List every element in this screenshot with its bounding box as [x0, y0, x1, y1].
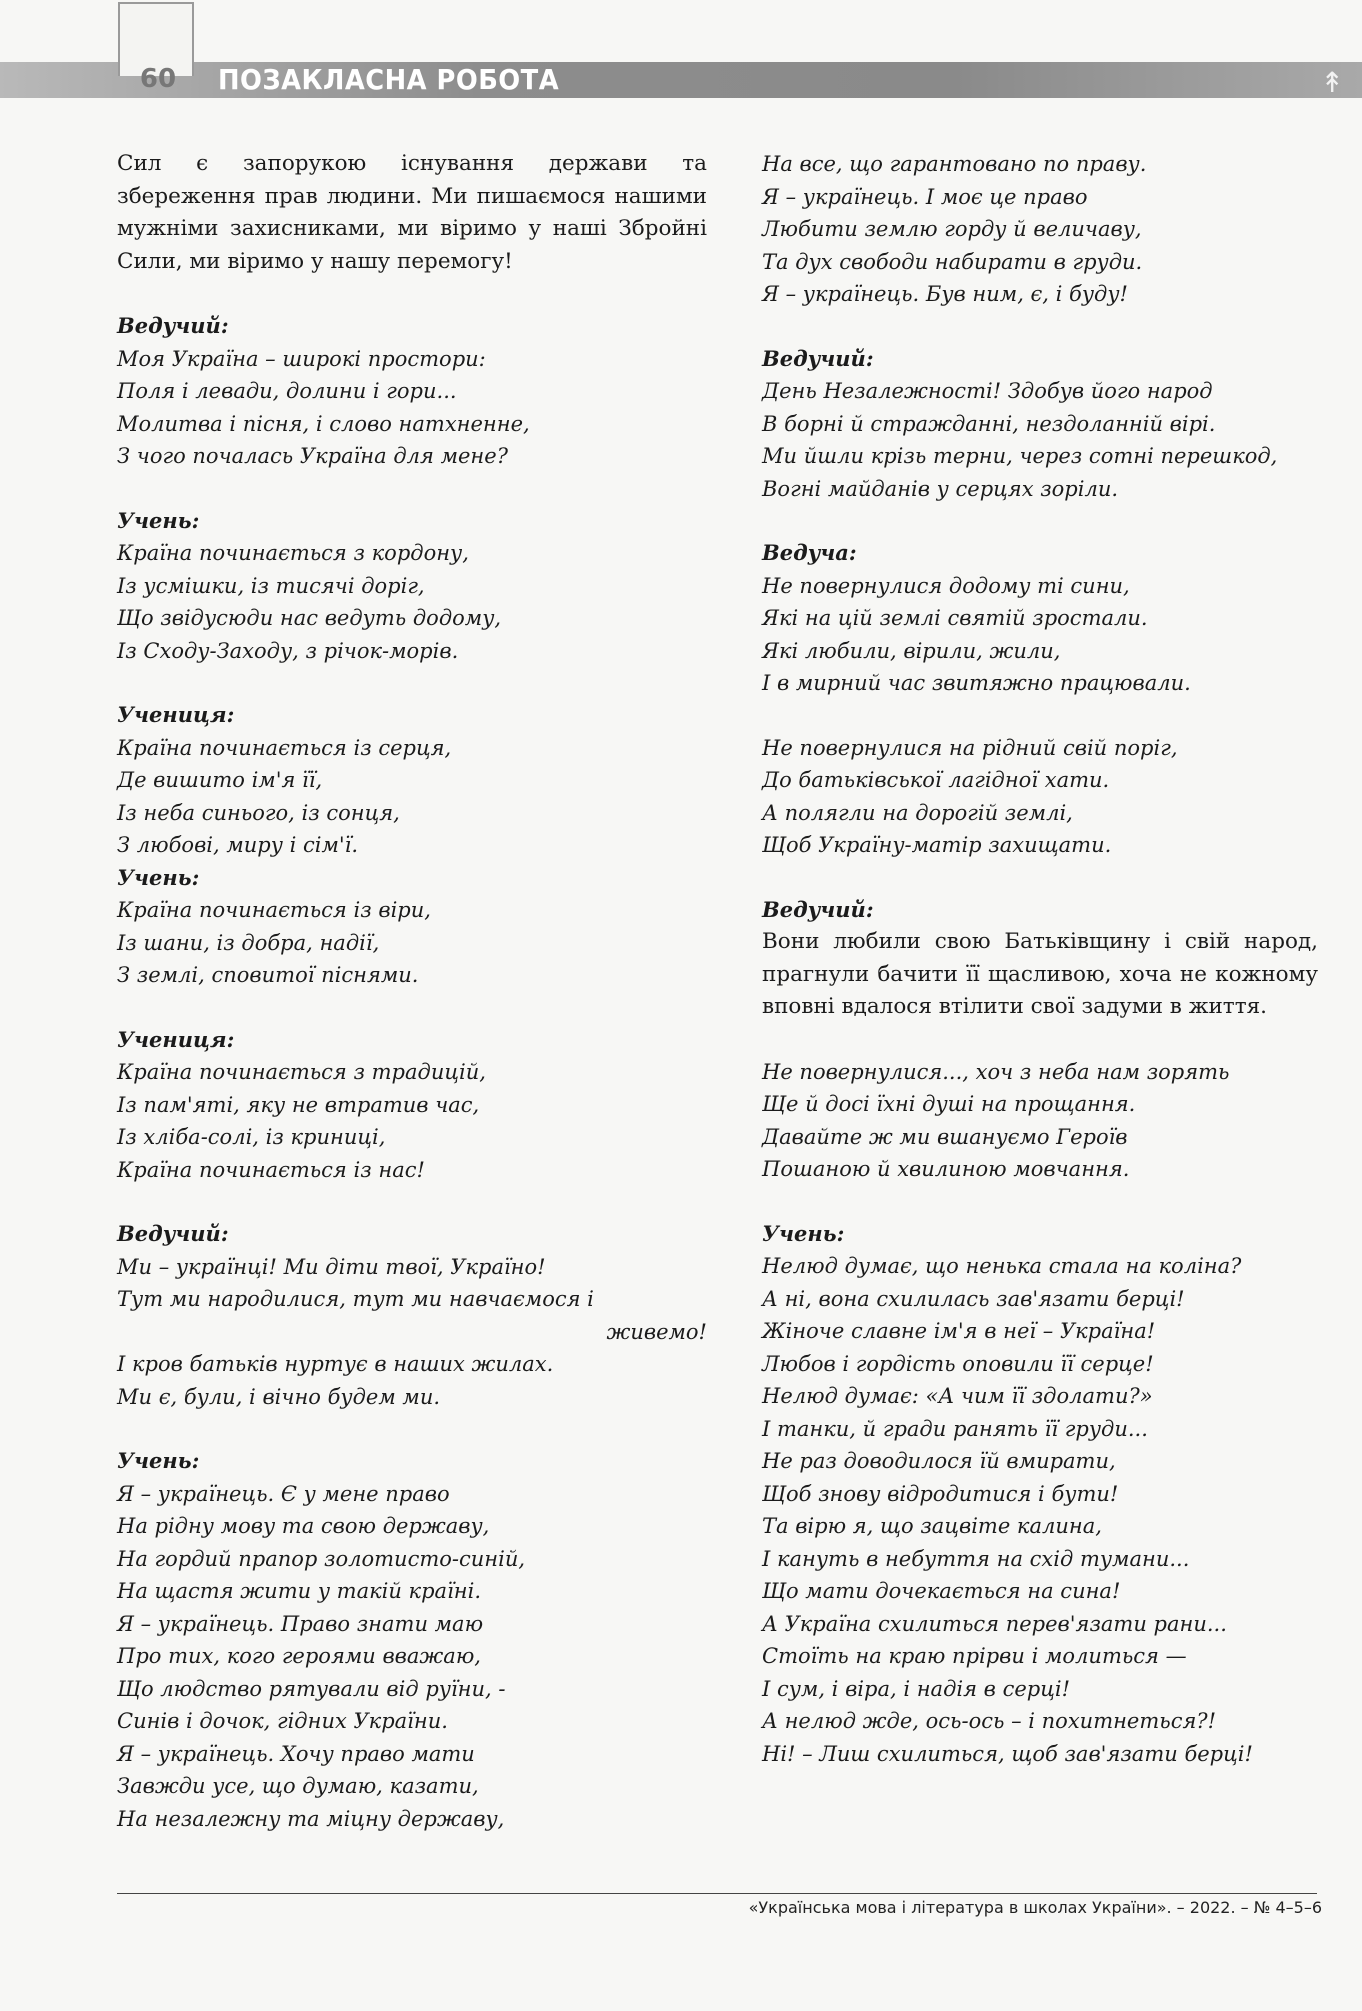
verse-line: Жіноче славне ім'я в неї – Україна! [762, 1319, 1156, 1343]
verse-line: І кануть в небуття на схід тумани... [762, 1546, 1190, 1571]
speaker-label: Учень: [117, 864, 200, 890]
verse-line: І сум, і віра, і надія в серці! [762, 1676, 1071, 1701]
verse-line: Країна починається з кордону, [117, 541, 469, 565]
dialogue-block [117, 862, 707, 992]
dialogue-block [117, 505, 707, 668]
verse-line: Завжди усе, що думаю, казати, [117, 1774, 479, 1798]
speaker-label: Учениця: [117, 1026, 235, 1052]
verse-line: Із неба синього, із сонця, [117, 800, 400, 825]
verse-line: Із хліба-солі, із криниці, [117, 1125, 386, 1149]
verse-line: Щоб Україну-матір захищати. [762, 833, 1112, 857]
host-paragraph: Вони любили свою Батьківщину і свій народ, прагнули бачити її щасливою, хоча не кожному вповні вдалося втілити свої задуми в життя. [762, 929, 1318, 1019]
page-number: 60 [139, 64, 177, 94]
intro-paragraph: Сил є запорукою існування держави та збереження прав людини. Ми пишаємося нашими мужніми захисниками, ми віримо у наші Збройні Сили, ми віримо у нашу перемогу! [117, 151, 707, 274]
verse-line: Ми – українці! Ми діти твої, Україно! [117, 1254, 546, 1279]
corner-ornament-icon: ↟ [1320, 66, 1344, 99]
verse-line: Любити землю горду й величаву, [762, 217, 1142, 241]
verse-line: Країна починається із нас! [117, 1157, 425, 1182]
verse-line: А Україна схилиться перев'язати рани... [762, 1611, 1227, 1636]
verse-line: Тут ми народилися, тут ми навчаємося і [117, 1287, 594, 1311]
verse-line: І кров батьків нуртує в наших жилах. [117, 1352, 554, 1376]
verse-line: На гордий прапор золотисто-синій, [117, 1546, 526, 1571]
verse-line: Синів і дочок, гідних України. [117, 1709, 448, 1733]
section-header-bar [0, 62, 1362, 98]
verse-line: Не повернулися додому ті сини, [762, 573, 1130, 598]
verse-line: Любов і гордість оповили її серце! [762, 1351, 1154, 1376]
verse-line: Де вишито ім'я її, [117, 768, 323, 792]
dialogue-block [117, 1024, 707, 1187]
verse-continuation [762, 148, 1318, 311]
verse-line: Що звідусюди нас ведуть додому, [117, 606, 502, 630]
verse-line: Я – українець. Хочу право мати [117, 1741, 475, 1766]
verse-line: Стоїть на краю прірви і молиться — [762, 1644, 1187, 1668]
verse-line: Нелюд думає, що ненька стала на коліна? [762, 1254, 1242, 1278]
verse-line: Із шани, із добра, надії, [117, 930, 380, 955]
verse-line: Не раз доводилося їй вмирати, [762, 1449, 1116, 1473]
verse-line: Нелюд думає: «А чим її здолати?» [762, 1384, 1153, 1408]
dialogue-block [762, 894, 1318, 1024]
verse-line: До батьківської лагідної хати. [762, 768, 1110, 792]
verse-line: Які на цій землі святій зростали. [762, 606, 1148, 630]
verse-line: День Незалежності! Здобув його народ [762, 379, 1213, 403]
verse-line: Що мати дочекається на сина! [762, 1579, 1121, 1603]
dialogue-block [117, 310, 707, 473]
verse-line: Та дух свободи набирати в груди. [762, 249, 1143, 274]
dialogue-block [117, 1445, 707, 1835]
verse-line: З любові, миру і сім'ї. [117, 833, 359, 857]
verse-line: Я – українець. Право знати маю [117, 1611, 484, 1636]
verse-line: В борні й стражданні, нездоланній вірі. [762, 411, 1216, 436]
verse-line: Ні! – Лиш схилиться, щоб зав'язати берці! [762, 1741, 1253, 1766]
dialogue-block [762, 1218, 1318, 1771]
verse-line: Та вірю я, що зацвіте калина, [762, 1514, 1102, 1538]
verse-line: І танки, й гради ранять її груди... [762, 1416, 1148, 1441]
verse-line-continuation: живемо! [606, 1319, 707, 1344]
section-title: ПОЗАКЛАСНА РОБОТА [218, 63, 560, 96]
verse-line: Із Сходу-Заходу, з річок-морів. [117, 638, 459, 663]
verse-line: А ні, вона схилилась зав'язати берці! [762, 1286, 1185, 1311]
verse-line: Які любили, вірили, жили, [762, 638, 1061, 663]
verse-line: Із усмішки, із тисячі доріг, [117, 573, 425, 598]
verse-line: А нелюд жде, ось-ось – і похитнеться?! [762, 1709, 1217, 1733]
verse-line: А полягли на дорогій землі, [762, 800, 1073, 825]
verse-stanza [762, 1056, 1318, 1186]
speaker-label: Учень: [117, 507, 200, 533]
verse-line: Із пам'яті, яку не втратив час, [117, 1092, 480, 1117]
verse-line: І в мирний час звитяжно працювали. [762, 671, 1191, 695]
speaker-label: Учениця: [117, 702, 235, 727]
dialogue-block [117, 699, 707, 862]
verse-line: Країна починається із серця, [117, 735, 452, 760]
verse-line: Не повернулися на рідний свій поріг, [762, 735, 1178, 760]
verse-line: Не повернулися..., хоч з неба нам зорять [762, 1059, 1230, 1084]
verse-line: На все, що гарантовано по праву. [762, 152, 1147, 176]
verse-line: З землі, сповитої піснями. [117, 963, 419, 987]
verse-line: Ще й досі їхні душі на прощання. [762, 1092, 1136, 1116]
verse-line: Країна починається із віри, [117, 898, 431, 922]
left-column [117, 148, 707, 1835]
verse-line: Я – українець. Є у мене право [117, 1481, 450, 1506]
verse-line: Поля і левади, долини і гори... [117, 379, 457, 403]
speaker-label: Ведучий: [117, 313, 229, 338]
verse-line: Пошаною й хвилиною мовчання. [762, 1157, 1130, 1181]
verse-line: Про тих, кого героями вважаю, [117, 1644, 481, 1668]
verse-line: Ми йшли крізь терни, через сотні перешкод, [762, 444, 1278, 468]
verse-stanza [762, 732, 1318, 862]
speaker-label: Учень: [117, 1448, 200, 1473]
verse-line: Що людство рятували від руїни, - [117, 1676, 506, 1701]
verse-line: Моя Україна – широкі простори: [117, 346, 486, 371]
verse-line: Країна починається з традицій, [117, 1060, 486, 1084]
verse-line: Вогні майданів у серцях зоріли. [762, 476, 1119, 501]
dialogue-block [117, 1218, 707, 1413]
speaker-label: Учень: [762, 1220, 845, 1246]
speaker-label: Ведучий: [117, 1221, 229, 1246]
verse-line: Я – українець. Був ним, є, і буду! [762, 282, 1128, 306]
speaker-label: Ведучий: [762, 896, 874, 922]
verse-line: З чого почалась Україна для мене? [117, 444, 508, 468]
verse-line: На рідну мову та свою державу, [117, 1514, 490, 1538]
dialogue-block [762, 537, 1318, 700]
dialogue-block [762, 343, 1318, 506]
verse-line: Давайте ж ми вшануємо Героїв [762, 1124, 1128, 1149]
verse-line: Ми є, були, і вічно будем ми. [117, 1384, 441, 1409]
speaker-label: Ведуча: [762, 540, 857, 565]
verse-line: На незалежну та міцну державу, [117, 1806, 505, 1831]
footer-citation: «Українська мова і література в школах України». – 2022. – № 4–5–6 [748, 1898, 1322, 1917]
right-column [762, 148, 1318, 1770]
speaker-label: Ведучий: [762, 345, 874, 371]
verse-line: Молитва і пісня, і слово натхненне, [117, 411, 530, 436]
verse-line: Я – українець. І моє це право [762, 184, 1088, 209]
verse-line: Щоб знову відродитися і бути! [762, 1481, 1119, 1506]
verse-line: На щастя жити у такій країні. [117, 1579, 482, 1603]
footer-divider [117, 1893, 1317, 1894]
